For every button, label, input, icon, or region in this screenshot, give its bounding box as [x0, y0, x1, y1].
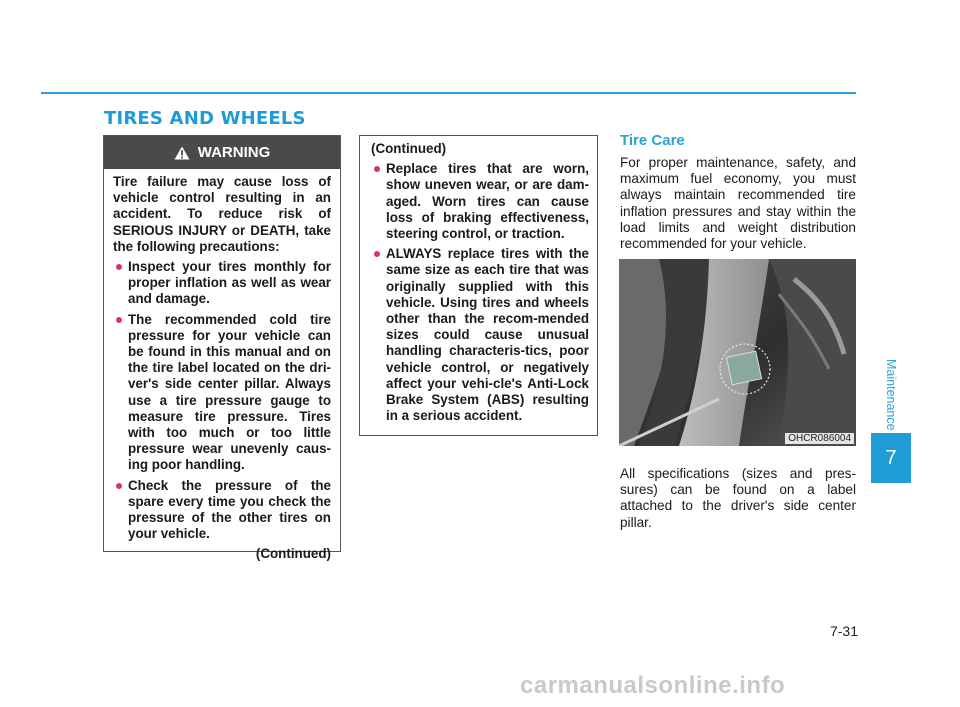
page-number: 7-31	[829, 623, 858, 639]
continued-heading: (Continued)	[371, 141, 447, 156]
warning-continued: (Continued)	[255, 546, 331, 562]
continued-bullet-list	[371, 161, 589, 424]
top-rule	[41, 92, 856, 94]
continued-body	[360, 136, 597, 424]
tire-label-photo	[619, 259, 856, 446]
continued-bullet: Replace tires that are worn, show uneven wear, or are dam-aged. Worn tires can cause loss of braking effectiveness, steering control, or traction.	[371, 161, 589, 242]
tire-care-paragraph-2: All specifications (sizes and pres-sures) can be found on a label attached to the driver's side center pillar.	[620, 466, 856, 530]
warning-bullet: Inspect your tires monthly for proper inflation as well as wear and damage.	[113, 259, 331, 308]
warning-header-label: WARNING	[197, 144, 271, 161]
warning-box	[103, 135, 341, 562]
warning-intro: Tire failure may cause loss of vehicle control resulting in an accident. To reduce risk of SERIOUS INJURY or DEATH, take the following precautions:	[113, 174, 331, 254]
chapter-side-label: Maintenance	[884, 359, 898, 431]
door-pillar-illustration	[619, 259, 856, 446]
section-title: TIRES AND WHEELS	[104, 108, 306, 129]
warning-header	[104, 136, 340, 169]
image-code: OHCR086004	[785, 433, 854, 444]
continued-warning-box	[359, 135, 598, 436]
warning-body	[104, 169, 340, 563]
warning-triangle-icon	[174, 146, 190, 160]
tire-care-heading: Tire Care	[620, 132, 685, 149]
continued-bullet: ALWAYS replace tires with the same size as each tire that was originally supplied with this vehicle. Using tires and wheels other than the recom-mended sizes could cause unusual handling characteris-tics, poor vehicle control, or negatively affect your vehi-cle's Anti-Lock Brake System (ABS) resulting in a serious accident.	[371, 246, 589, 424]
watermark: carmanualsonline.info	[520, 672, 786, 699]
warning-bullet-list	[113, 259, 331, 542]
tire-care-paragraph-1: For proper maintenance, safety, and maximum fuel economy, you must always maintain recommended tire inflation pressures and stay within the load limits and weight distribution recommended for your vehicle.	[620, 155, 856, 252]
warning-bullet: Check the pressure of the spare every time you check the pressure of the other tires on your vehicle.	[113, 478, 331, 543]
warning-bullet: The recommended cold tire pressure for your vehicle can be found in this manual and on the tire label located on the dri-ver's side center pillar. Always use a tire pressure gauge to measure tire pressure. Tires with too much or too little pressure wear unevenly caus-ing poor handling.	[113, 312, 331, 474]
chapter-number-tab: 7	[871, 433, 911, 483]
